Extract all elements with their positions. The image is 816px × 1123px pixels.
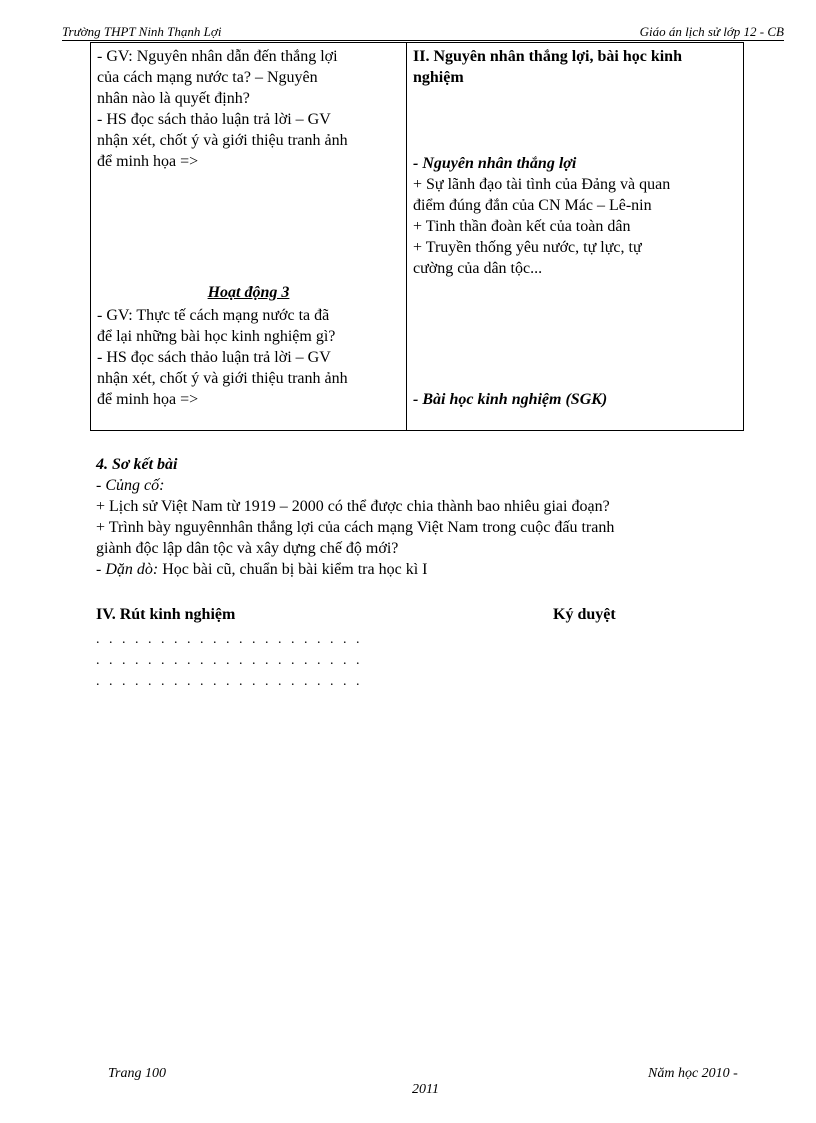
text-line: - HS đọc sách thảo luận trả lời – GV [97, 111, 331, 128]
text-line: II. Nguyên nhân thắng lợi, bài học kinh [413, 48, 682, 65]
lesson-table [90, 42, 744, 431]
text-line: nghiệm [413, 69, 464, 86]
causes-heading: - Nguyên nhân thắng lợi [413, 155, 577, 172]
approval-heading: Ký duyệt [553, 606, 616, 623]
cause-item: cường của dân tộc... [413, 260, 543, 277]
dotted-line: . . . . . . . . . . . . . . . . . . . . . [96, 653, 363, 668]
text-line: nhận xét, chốt ý và giới thiệu tranh ảnh [97, 370, 348, 387]
question-line: giành độc lập dân tộc và xây dựng chế độ mới? [96, 540, 399, 557]
text-line: - GV: Thực tế cách mạng nước ta đã [97, 307, 330, 324]
cause-item: + Tinh thần đoàn kết của toàn dân [413, 218, 631, 235]
school-name: Trường THPT Ninh Thạnh Lợi [62, 24, 222, 39]
text-line: của cách mạng nước ta? – Nguyên [97, 69, 318, 86]
school-year: Năm học 2010 - [648, 1066, 738, 1081]
teacher-activity-3 [97, 305, 401, 410]
text-line: để minh họa => [97, 153, 199, 170]
text-line: để lại những bài học kinh nghiệm gì? [97, 328, 336, 345]
homework-text: Học bài cũ, chuẩn bị bài kiểm tra học kì I [158, 561, 428, 578]
cause-item: điểm đúng đắn của CN Mác – Lê-nin [413, 197, 652, 214]
dotted-line: . . . . . . . . . . . . . . . . . . . . . [96, 674, 363, 689]
summary-heading: 4. Sơ kết bài [96, 456, 178, 473]
lessons-learned: - Bài học kinh nghiệm (SGK) [413, 391, 608, 408]
text-line: - GV: Nguyên nhân dẫn đến thắng lợi [97, 48, 338, 65]
consolidate-label: - Củng cố: [96, 477, 165, 494]
question-line: + Lịch sử Việt Nam từ 1919 – 2000 có thể được chia thành bao nhiêu giai đoạn? [96, 498, 610, 515]
section-ii-title [413, 46, 739, 88]
text-line: - HS đọc sách thảo luận trả lời – GV [97, 349, 331, 366]
homework-line [96, 559, 614, 580]
column-divider [406, 43, 407, 430]
experience-heading: IV. Rút kinh nghiệm [96, 606, 236, 623]
activity-3-title: Hoạt động 3 [207, 284, 290, 301]
text-line: nhân nào là quyết định? [97, 90, 250, 107]
document-title: Giáo án lịch sử lớp 12 - CB [639, 24, 784, 39]
dotted-line: . . . . . . . . . . . . . . . . . . . . . [96, 632, 363, 647]
homework-label: - Dặn dò: [96, 561, 159, 578]
teacher-activity-2 [97, 46, 401, 172]
text-line: nhận xét, chốt ý và giới thiệu tranh ảnh [97, 132, 348, 149]
page-header [62, 24, 784, 41]
text-line: để minh họa => [97, 391, 199, 408]
summary-section [96, 454, 614, 580]
question-line: + Trình bày nguyênnhân thắng lợi của cách mạng Việt Nam trong cuộc đấu tranh [96, 519, 615, 536]
school-year-end: 2011 [412, 1082, 439, 1097]
cause-item: + Truyền thống yêu nước, tự lực, tự [413, 239, 642, 256]
causes-block [413, 153, 739, 279]
cause-item: + Sự lãnh đạo tài tình của Đảng và quan [413, 176, 671, 193]
page-number: Trang 100 [108, 1066, 166, 1081]
